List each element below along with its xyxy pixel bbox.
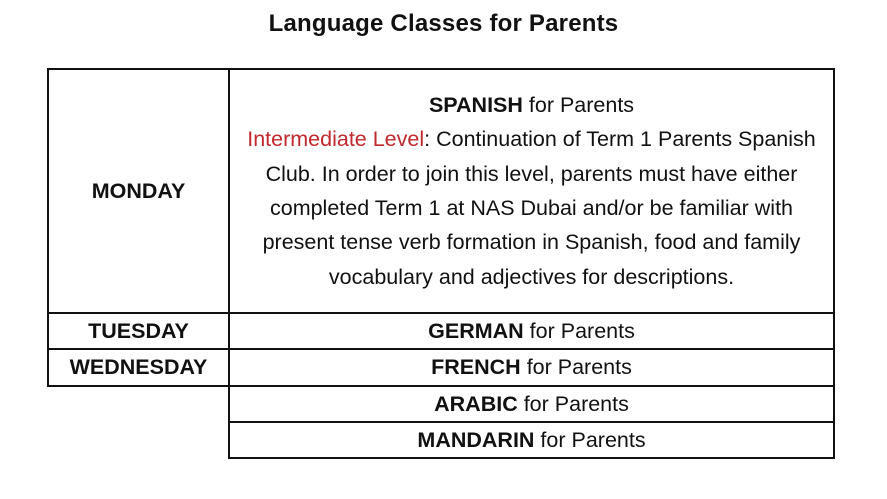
language-suffix: for Parents <box>523 319 635 343</box>
language-name-german: GERMAN <box>428 319 524 343</box>
level-separator: : <box>424 127 431 152</box>
class-cell-spanish <box>229 69 834 313</box>
table-row-arabic <box>48 386 834 422</box>
table-row-monday <box>48 69 834 313</box>
day-cell-empty <box>48 422 229 458</box>
level-description: Continuation of Term 1 Parents Spanish Club. In order to join this level, parents must have either completed Term 1 at NAS Dubai and/or be familiar with present tense verb formation in Spanish, food and family vocabulary and adjectives for descriptions. <box>262 127 816 289</box>
language-suffix: for Parents <box>520 355 632 380</box>
class-cell-mandarin <box>229 422 834 458</box>
table-row-tuesday <box>48 313 834 349</box>
language-name-spanish: SPANISH <box>428 93 523 118</box>
level-label: Intermediate Level <box>247 127 425 152</box>
day-cell-tuesday: TUESDAY <box>48 313 229 349</box>
language-name-mandarin: MANDARIN <box>417 427 535 452</box>
page-title: Language Classes for Parents <box>268 10 619 37</box>
language-name-french: FRENCH <box>431 355 521 380</box>
day-cell-empty <box>48 386 229 422</box>
language-name-arabic: ARABIC <box>434 391 518 416</box>
language-suffix: for Parents <box>517 391 629 416</box>
class-cell-german <box>229 313 834 349</box>
language-suffix: for Parents <box>522 93 635 118</box>
table-row-wednesday <box>48 349 834 385</box>
language-suffix: for Parents <box>534 427 646 452</box>
class-cell-arabic <box>229 386 834 422</box>
spanish-class-description <box>230 86 833 296</box>
class-schedule-table <box>47 68 835 459</box>
day-cell-wednesday: WEDNESDAY <box>48 349 229 385</box>
day-cell-monday: MONDAY <box>48 69 229 313</box>
table-row-mandarin <box>48 422 834 458</box>
class-cell-french <box>229 349 834 385</box>
